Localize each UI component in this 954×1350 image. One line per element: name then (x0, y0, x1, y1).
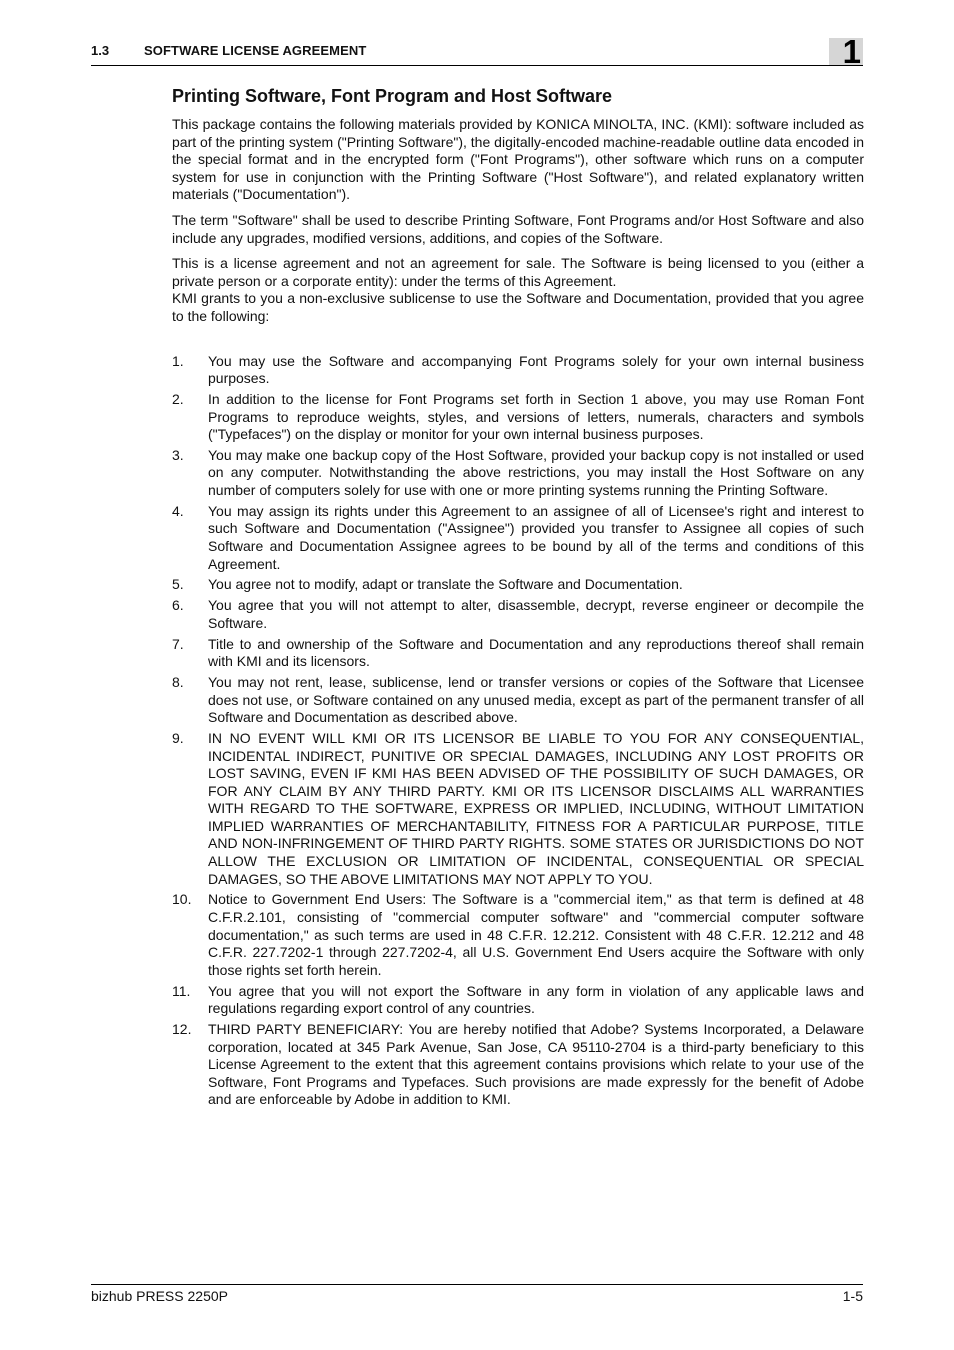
item-text: You agree not to modify, adapt or translate the Software and Documentation. (208, 576, 683, 593)
page-footer (91, 1284, 863, 1304)
item-text: THIRD PARTY BENEFICIARY: You are hereby notified that Adobe? Systems Incorporated, a Delaware corporation, located at 345 Park Avenue, San Jose, CA 95110-2704 is a third-party beneficiary to this License Agreement to the extent that this agreement contains provisions which relate to your use of the Software, Font Programs and Typefaces. Such provisions are made expressly for the benefit of Adobe and are enforceable by Adobe in addition to KMI. (208, 1020, 864, 1108)
license-sentence: This is a license agreement and not an agreement for sale. The Software is being licensed to you (either a private person or a corporate entity): under the terms of this Agreement. (172, 255, 864, 289)
list-item (172, 983, 864, 1018)
list-item (172, 1021, 864, 1109)
list-item (172, 391, 864, 444)
item-number: 11. (172, 982, 191, 999)
item-text: You agree that you will not attempt to alter, disassemble, decrypt, reverse engineer or decompile the Software. (208, 597, 864, 631)
list-item (172, 597, 864, 632)
list-item (172, 891, 864, 979)
page-number: 1-5 (842, 1288, 863, 1304)
item-text: Notice to Government End Users: The Software is a "commercial item," as that term is defined at 48 C.F.R.2.101, consisting of "commercial computer software" and "commercial computer software documentation," as such terms are used in 48 C.F.R. 12.212. Consistent with 48 C.F.R. 12.212 and 48 C.F.R. 227.7202-1 through 227.7202-4, all U.S. Government End Users acquire the Software with only those rights set forth herein. (208, 891, 864, 978)
item-number: 10. (172, 891, 192, 908)
item-number: 2. (172, 390, 184, 407)
item-text: In addition to the license for Font Programs set forth in Section 1 above, you may use Roman Font Programs to reproduce weights, styles, and versions of letters, numerals, characters and symbols ("Typefaces") on the display or monitor for your own internal business purposes. (208, 390, 864, 443)
list-item (172, 447, 864, 500)
item-number: 6. (172, 597, 184, 614)
list-item (172, 353, 864, 388)
license-paragraph (172, 255, 864, 325)
product-name: bizhub PRESS 2250P (91, 1288, 228, 1304)
item-number: 1. (172, 352, 184, 369)
item-number: 8. (172, 673, 184, 690)
terms-list (172, 353, 864, 1109)
intro-paragraph: This package contains the following materials provided by KONICA MINOLTA, INC. (KMI): software included as part of the printing system ("Printing Software"), the digitally-encoded machine-readable outline data encoded in the special format and in the encrypted form ("Font Programs"), other software which runs on a computer system for use in conjunction with the Printing Software ("Host Software"), and related explanatory written materials ("Documentation"). (172, 116, 864, 203)
item-text: You may not rent, lease, sublicense, lend or transfer versions or copies of the Software that Licensee does not use, or Software contained on any unused media, except as part of the permanent transfer of all Software and Documentation as described above. (208, 673, 864, 726)
item-number: 9. (172, 729, 184, 746)
list-item (172, 503, 864, 573)
item-text: Title to and ownership of the Software and Documentation and any reproductions thereof shall remain with KMI and its licensors. (208, 635, 864, 670)
item-number: 12. (172, 1020, 192, 1037)
item-number: 7. (172, 635, 184, 652)
item-text: You may assign its rights under this Agreement to an assignee of all of Licensee's right and interest to such Software and Documentation ("Assignee") provided you transfer to Assignee all copies of such Software and Documentation Assignee agrees to be bound by all of the terms and conditions of this Agreement. (208, 502, 864, 572)
item-number: 5. (172, 576, 184, 593)
page-heading: Printing Software, Font Program and Host Software (172, 86, 613, 106)
section-title: SOFTWARE LICENSE AGREEMENT (144, 43, 367, 58)
list-item (172, 636, 864, 671)
list-item (172, 674, 864, 727)
section-number: 1.3 (91, 43, 110, 58)
list-item (172, 730, 864, 888)
sublicense-sentence: KMI grants to you a non-exclusive sublicense to use the Software and Documentation, provided that you agree to the following: (172, 290, 864, 324)
item-text: You may make one backup copy of the Host Software, provided your backup copy is not installed or used on any computer. Notwithstanding the above restrictions, you may install the Host Software on any number of computers solely for use with one or more printing systems running the Printing Software. (208, 446, 864, 499)
list-item (172, 576, 864, 594)
item-number: 3. (172, 446, 184, 463)
software-definition-paragraph: The term "Software" shall be used to describe Printing Software, Font Programs and/or Host Software and also include any upgrades, modified versions, additions, and copies of the Software. (172, 211, 864, 246)
page-header (91, 33, 863, 70)
item-text: IN NO EVENT WILL KMI OR ITS LICENSOR BE LIABLE TO YOU FOR ANY CONSEQUENTIAL, INCIDENTAL INDIRECT, PUNITIVE OR SPECIAL DAMAGES, INCLUDING ANY LOST PROFITS OR LOST SAVING, EVEN IF KMI HAS BEEN ADVISED OF THE POSSIBILITY OF SUCH DAMAGES, OR FOR ANY CLAIM BY ANY THIRD PARTY. KMI OR ITS LICENSOR DISCLAIMS ALL WARRANTIES WITH REGARD TO THE SOFTWARE, EXPRESS OR IMPLIED, INCLUDING, WITHOUT LIMITATION IMPLIED WARRANTIES OF MERCHANTABILITY, FITNESS FOR A PARTICULAR PURPOSE, TITLE AND NON-INFRINGEMENT OF THIRD PARTY RIGHTS. SOME STATES OR JURISDICTIONS DO NOT ALLOW THE EXCLUSION OR LIMITATION OF INCIDENTAL, CONSEQUENTIAL OR SPECIAL DAMAGES, SO THE ABOVE LIMITATIONS MAY NOT APPLY TO YOU. (208, 729, 864, 887)
item-text: You agree that you will not export the Software in any form in violation of any applicable laws and regulations regarding export control of any countries. (208, 982, 864, 1017)
item-text: You may use the Software and accompanying Font Programs solely for your own internal business purposes. (208, 352, 864, 387)
page-content (172, 85, 864, 1112)
chapter-number: 1 (842, 33, 861, 70)
item-number: 4. (172, 502, 184, 519)
